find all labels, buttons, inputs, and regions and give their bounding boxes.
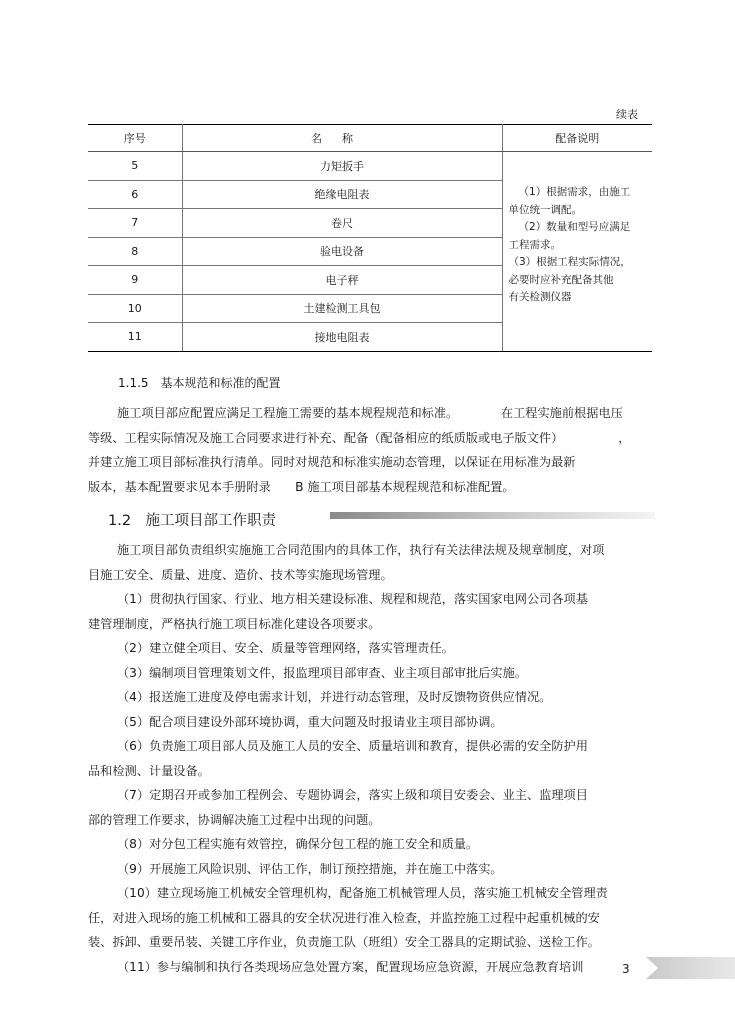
page-tab-arrow-icon <box>646 957 735 979</box>
row-no: 5 <box>88 152 182 181</box>
row-no: 10 <box>88 294 182 323</box>
row-no: 6 <box>88 180 182 209</box>
text-line: （5）配合项目建设外部环境协调，重大问题及时报请业主项目部协调。 <box>117 714 503 729</box>
text-line: 等级、工程实际情况及施工合同要求进行补充、配备（配备相应的纸质版或电子版文件） ， <box>88 430 631 445</box>
text-line: （11）参与编制和执行各类现场应急处置方案，配置现场应急资源，开展应急教育培训 <box>117 959 584 974</box>
row-name: 卷尺 <box>182 209 502 238</box>
row-name: 土建检测工具包 <box>182 294 502 323</box>
row-no: 9 <box>88 266 182 295</box>
equipment-table <box>88 124 652 352</box>
row-no: 11 <box>88 323 182 352</box>
duties-paragraph <box>88 538 658 979</box>
text-line: 目施工安全、质量、进度、造价、技术等实施现场管理。 <box>88 567 393 582</box>
note-line: （3）根据工程实际情况， <box>508 256 631 268</box>
row-name: 力矩扳手 <box>182 152 502 181</box>
text-line: 部的管理工作要求，协调解决施工过程中出现的问题。 <box>88 812 381 827</box>
note-line: 单位统一调配。 <box>508 203 583 216</box>
text-line: （4）报送施工进度及停电需求计划，并进行动态管理，及时反馈物资供应情况。 <box>117 690 552 704</box>
text-line: （3）编制项目管理策划文件，报监理项目部审查、业主项目部审批后实施。 <box>117 665 527 680</box>
text-line: （9）开展施工风险识别、评估工作，制订预控措施，并在施工中落实。 <box>117 861 503 876</box>
text-line: （10）建立现场施工机械安全管理机构，配备施工机械管理人员，落实施工机械安全管理责 <box>117 886 608 900</box>
text-line: 并建立施工项目部标准执行清单。同时对规范和标准实施动态管理，以保证在用标准为最新 <box>88 455 576 469</box>
row-no: 7 <box>88 209 182 238</box>
header-name: 名称 <box>182 125 502 152</box>
section-title-bar <box>330 512 655 519</box>
table-header-row <box>88 125 652 152</box>
page-number: 3 <box>622 962 630 976</box>
text-line: （2）建立健全项目、安全、质量等管理网络，落实管理责任。 <box>117 641 454 655</box>
text-line: 装、拆卸、重要吊装、关键工序作业，负责施工队（班组）安全工器具的定期试验、送检工作。 <box>88 935 600 949</box>
text-line: （7）定期召开或参加工程例会、专题协调会，落实上级和项目安委会、业主、监理项目 <box>117 788 588 802</box>
note-line: 有关检测仪器 <box>508 291 572 303</box>
text-line: 施工项目部应配置应满足工程施工需要的基本规程规范和标准。 在工程实施前根据电压 <box>117 406 623 420</box>
table-row <box>88 152 652 181</box>
row-name: 验电设备 <box>182 237 502 266</box>
text-line: 建管理制度，严格执行施工项目标准化建设各项要求。 <box>88 616 381 631</box>
row-no: 8 <box>88 237 182 266</box>
continued-label: 续表 <box>616 108 638 121</box>
header-no: 序号 <box>88 125 182 152</box>
text-line: （8）对分包工程实施有效管控，确保分包工程的施工安全和质量。 <box>117 837 479 851</box>
section-title: 1.2 施工项目部工作职责 <box>108 513 277 529</box>
header-note: 配备说明 <box>502 125 652 152</box>
text-line: 任，对进入现场的施工机械和工器具的安全状况进行准入检查，并监控施工过程中起重机械的安 <box>88 910 600 925</box>
text-line: 施工项目部负责组织实施施工合同范围内的具体工作，执行有关法律法规及规章制度，对项 <box>117 543 605 557</box>
standards-paragraph <box>88 401 658 499</box>
text-line: 品和检测、计量设备。 <box>88 763 210 778</box>
subsection-heading: 1.1.5 基本规范和标准的配置 <box>118 376 281 390</box>
row-name: 接地电阻表 <box>182 323 502 352</box>
note-line: （2）数量和型号应满足 <box>518 221 631 233</box>
row-name: 绝缘电阻表 <box>182 180 502 209</box>
note-line: 工程需求。 <box>508 238 562 251</box>
note-line: 必要时应补充配备其他 <box>508 273 614 286</box>
text-line: （6）负责施工项目部人员及施工人员的安全、质量培训和教育，提供必需的安全防护用 <box>117 739 588 753</box>
text-line: （1）贯彻执行国家、行业、地方相关建设标准、规程和规范，落实国家电网公司各项基 <box>117 592 588 606</box>
text-line: 版本，基本配置要求见本手册附录 B 施工项目部基本规程规范和标准配置。 <box>88 479 515 494</box>
note-cell <box>502 152 652 352</box>
note-line: （1）根据需求，由施工 <box>518 186 631 198</box>
row-name: 电子秤 <box>182 266 502 295</box>
